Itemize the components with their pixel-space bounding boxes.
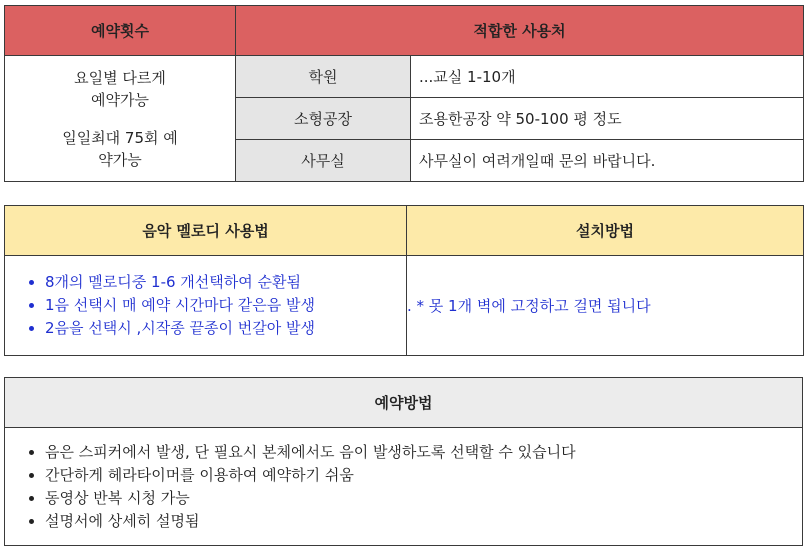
method-bullet: • 동영상 반복 시청 가능 bbox=[45, 487, 802, 510]
place-office-desc: 사무실이 여려개일때 문의 바랍니다. bbox=[411, 140, 804, 182]
install-method-header: 설치방법 bbox=[407, 206, 804, 256]
method-bullet: • 간단하게 헤라타이머를 이용하여 예약하기 쉬움 bbox=[45, 464, 802, 487]
reservation-method-table bbox=[4, 377, 803, 546]
melody-usage-header: 음악 멜로디 사용법 bbox=[5, 206, 407, 256]
melody-install-table bbox=[4, 205, 804, 356]
place-academy: 학원 bbox=[236, 56, 411, 98]
melody-bullet: • 1음 선택시 매 예약 시간마다 같은음 발생 bbox=[45, 294, 406, 317]
install-method-text: . * 못 1개 벽에 고정하고 걸면 됩니다 bbox=[407, 256, 804, 356]
method-bullet: • 설명서에 상세히 설명됨 bbox=[45, 510, 802, 533]
reservation-count-cell bbox=[5, 56, 236, 182]
place-small-factory: 소형공장 bbox=[236, 98, 411, 140]
reservation-method-cell bbox=[5, 428, 803, 546]
melody-bullet: • 2음을 선택시 ,시작종 끝종이 번갈아 발생 bbox=[45, 317, 406, 340]
reservation-method-header: 예약방법 bbox=[5, 378, 803, 428]
method-bullet: • 음은 스피커에서 발생, 단 필요시 본체에서도 음이 발생하도록 선택할 수 있습니다 bbox=[45, 441, 802, 464]
count-note-line4: 약가능 bbox=[98, 150, 142, 169]
melody-usage-cell bbox=[5, 256, 407, 356]
reservation-count-header: 예약횟수 bbox=[5, 6, 236, 56]
place-academy-desc: ...교실 1-10개 bbox=[411, 56, 804, 98]
count-note-line3: 일일최대 75회 예 bbox=[62, 128, 178, 147]
count-note-line2: 예약가능 bbox=[91, 90, 149, 109]
count-note-line1: 요일별 다르게 bbox=[74, 68, 166, 87]
suitable-places-header: 적합한 사용처 bbox=[236, 6, 804, 56]
reservation-usage-table bbox=[4, 5, 804, 182]
melody-bullet: • 8개의 멜로디중 1-6 개선택하여 순환됨 bbox=[45, 271, 406, 294]
place-small-factory-desc: 조용한공장 약 50-100 평 정도 bbox=[411, 98, 804, 140]
place-office: 사무실 bbox=[236, 140, 411, 182]
